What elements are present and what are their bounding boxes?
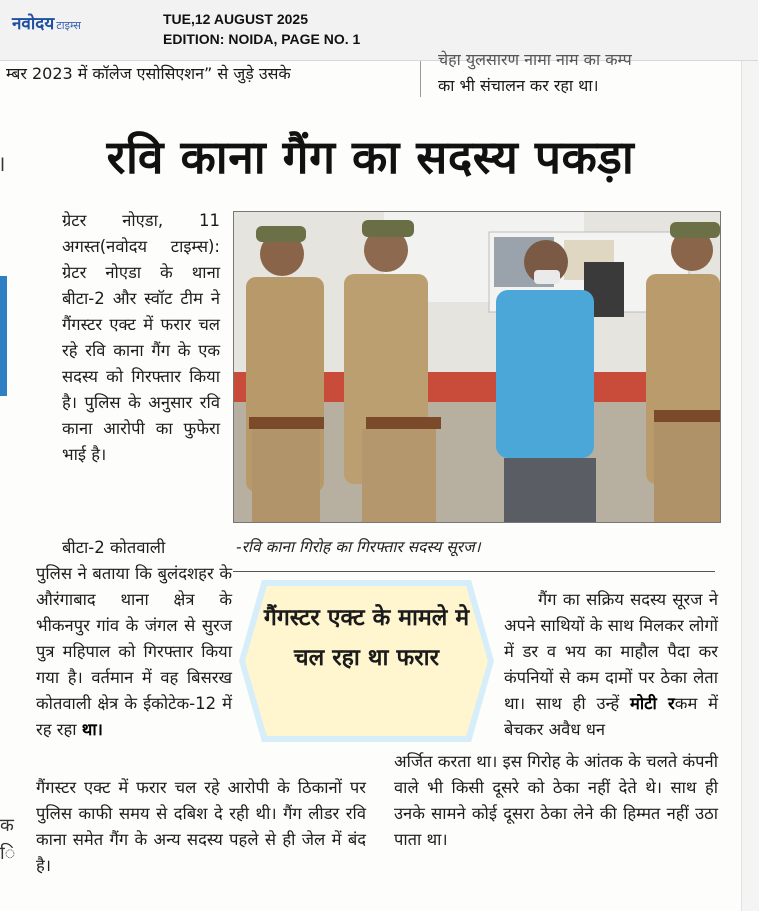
article-headline: रवि काना गैंग का सदस्य पकड़ा [106,130,635,184]
paragraph-text: पुलिस ने बताया कि बुलंदशहर के औरंगाबाद थाना क्षेत्र के भीकनपुर गांव के जंगल से सुरज पुत्र महिपाल को गिरफ्तार किया गया है। वर्तमान में वह बिसरख कोतवाली क्षेत्र के ईकोटेक-12 में रह रहा [36,564,232,739]
page-scrollbar[interactable] [741,61,759,911]
logo-sub-text: टाइम्स [56,19,81,32]
left-edge-glyph: क [0,815,14,836]
newspaper-page [0,50,741,911]
pull-quote-text: गैंगस्टर एक्ट के मामले मे चल रहा था फरार [263,605,470,671]
article-paragraph-4: गैंगस्टर एक्ट में फरार चल रहे आरोपी के ठिकानों पर पुलिस काफी समय से दबिश दे रही थी। गैंग लीडर रवि काना समेत गैंग के अन्य सदस्य पहले से ही जेल में बंद है। [36,778,366,875]
left-edge-glyph: ि [0,843,16,864]
paragraph-text: कम में बेचकर अवैध धन [504,694,718,739]
adjacent-article-fragment [438,47,738,95]
column-divider [420,61,421,97]
paragraph-text: गैंग का सक्रिय सदस्य सूरज ने अपने साथियों के साथ मिलकर लोगों में डर व भय का माहौल पैदा कर कंपनियों से कम दामों पर ठेका लेता था। साथ ही उन्हें [504,590,718,713]
article-paragraph-2 [36,561,232,743]
article-paragraph-1 [62,208,220,468]
previous-article-fragment: म्बर 2023 में कॉलेज एसोसिएशन” से जुड़े उसके [6,64,291,83]
left-edge-strip [0,276,7,396]
navodaya-times-logo [12,11,81,34]
paragraph-text: ग्रेटर नोएडा, 11 अगस्त(नवोदय टाइम्स): ग्रेटर नोएडा के थाना बीटा-2 और स्वॉट टीम ने गैंगस्टर एक्ट में फरार चल रहे रवि काना गैंग के एक सदस्य को गिरफ्तार किया है। पुलिस के अनुसार रवि काना आरोपी का फुफेरा भाई है। [62,211,220,464]
bold-fragment: मोटी र [630,694,675,713]
edition-meta [163,9,360,49]
article-paragraph-2-lead: बीटा-2 कोतवाली [62,538,166,557]
edition-date: TUE,12 AUGUST 2025 [163,11,308,27]
fragment-line: का भी संचालन कर रहा था। [438,76,599,95]
paragraph-end: था। [81,720,103,739]
photo-caption: -रवि काना गिरोह का गिरफ्तार सदस्य सूरज। [236,538,481,556]
article-paragraph-5: अर्जित करता था। इस गिरोह के आंतक के चलते कंपनी वाले भी किसी दूसरे को ठेका नहीं देते थे। साथ ही उनके सामने कोई दूसरा ठेका लेने की हिम्मत नहीं उठा पाता था। [394,752,718,849]
logo-main-text: नवोदय [12,14,55,34]
arrest-photo [233,211,721,523]
article-paragraph-3 [504,587,718,743]
pull-quote [245,586,488,736]
fragment-faded-line: चेहा युलसारण नामा नाम का कम्प [438,50,632,69]
left-edge-glyph: l [0,155,6,176]
section-rule [233,571,715,572]
edition-page: EDITION: NOIDA, PAGE NO. 1 [163,31,361,47]
